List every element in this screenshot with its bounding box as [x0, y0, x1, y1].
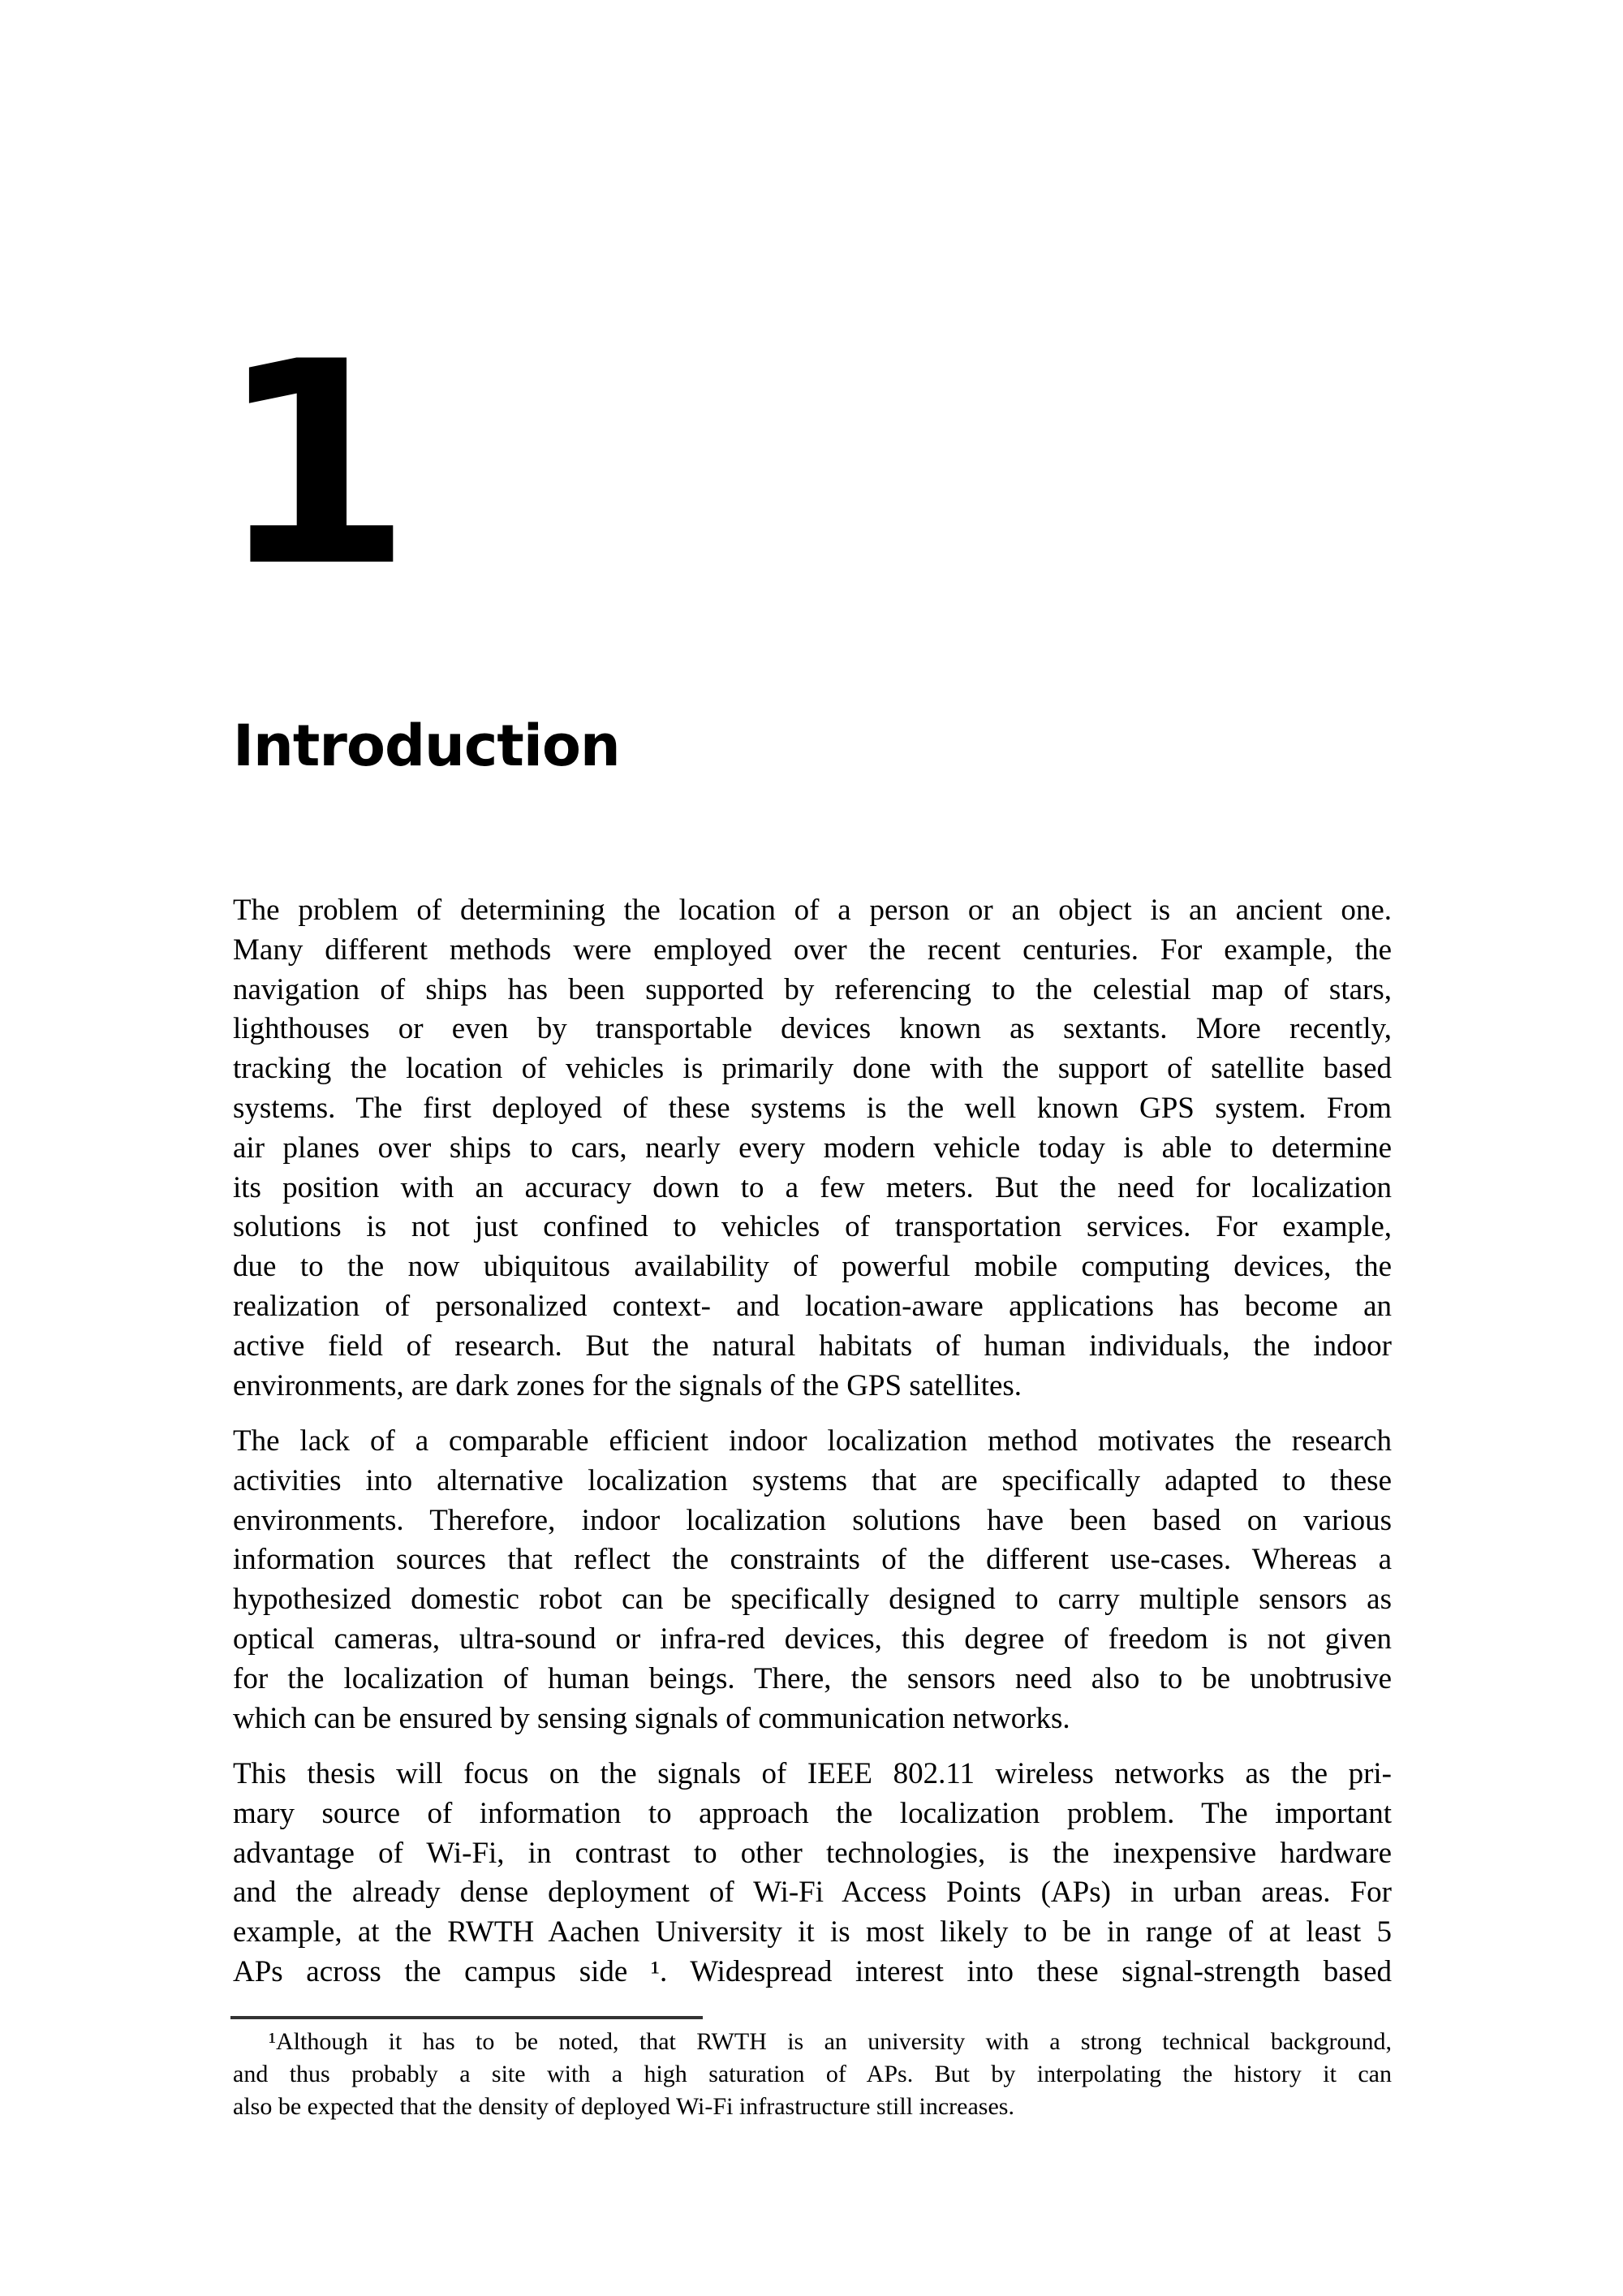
text-line: Many different methods were employed over the recent centuries. For example, the — [233, 933, 1392, 967]
paragraph-2 — [233, 1422, 1392, 1738]
text-line: APs across the campus side ¹. Widespread interest into these signal-strength based — [233, 1954, 1392, 1988]
text-line: and thus probably a site with a high saturation of APs. But by interpolating the history it can — [233, 2061, 1392, 2087]
text-line: information sources that reflect the constraints of the different use-cases. Whereas a — [233, 1543, 1392, 1577]
footnote — [233, 2026, 1392, 2123]
text-line: lighthouses or even by transportable devices known as sextants. More recently, — [233, 1012, 1392, 1046]
text-line: example, at the RWTH Aachen University it is most likely to be in range of at least 5 — [233, 1915, 1392, 1949]
text-line: environments. Therefore, indoor localization solutions have been based on various — [233, 1503, 1392, 1537]
chapter-title: Introduction — [233, 713, 620, 779]
text-line: tracking the location of vehicles is primarily done with the support of satellite based — [233, 1052, 1392, 1086]
chapter-number: 1 — [217, 303, 413, 628]
text-line: solutions is not just confined to vehicles of transportation services. For example, — [233, 1210, 1392, 1244]
paragraph-1 — [233, 891, 1392, 1406]
text-line: air planes over ships to cars, nearly every modern vehicle today is able to determine — [233, 1131, 1392, 1165]
text-line: mary source of information to approach the localization problem. The important — [233, 1796, 1392, 1830]
text-line: realization of personalized context- and location-aware applications has become an — [233, 1289, 1392, 1323]
footnote-divider — [230, 2016, 703, 2019]
text-line: The lack of a comparable efficient indoor localization method motivates the research — [233, 1424, 1392, 1458]
text-line: activities into alternative localization systems that are specifically adapted to these — [233, 1463, 1392, 1497]
text-line: which can be ensured by sensing signals of communication networks. — [233, 1701, 1070, 1735]
text-line: its position with an accuracy down to a few meters. But the need for localization — [233, 1170, 1392, 1204]
text-line: systems. The first deployed of these systems is the well known GPS system. From — [233, 1091, 1392, 1125]
text-line: The problem of determining the location of a person or an object is an ancient one. — [233, 894, 1392, 927]
text-line: for the localization of human beings. There, the sensors need also to be unobtrusive — [233, 1661, 1392, 1695]
text-line: also be expected that the density of deployed Wi-Fi infrastructure still increases. — [233, 2093, 1014, 2120]
text-line: hypothesized domestic robot can be specifically designed to carry multiple sensors as — [233, 1583, 1392, 1617]
text-line: ¹Although it has to be noted, that RWTH is an university with a strong technical background, — [269, 2028, 1392, 2055]
paragraph-3 — [233, 1755, 1392, 1992]
text-line: and the already dense deployment of Wi-Fi Access Points (APs) in urban areas. For — [233, 1876, 1392, 1910]
text-line: due to the now ubiquitous availability of powerful mobile computing devices, the — [233, 1250, 1392, 1284]
text-line: This thesis will focus on the signals of IEEE 802.11 wireless networks as the pri- — [233, 1757, 1392, 1790]
text-line: advantage of Wi-Fi, in contrast to other technologies, is the inexpensive hardware — [233, 1836, 1392, 1870]
text-line: navigation of ships has been supported by referencing to the celestial map of stars, — [233, 972, 1392, 1006]
text-line: optical cameras, ultra-sound or infra-red devices, this degree of freedom is not given — [233, 1622, 1392, 1656]
text-line: environments, are dark zones for the signals of the GPS satellites. — [233, 1368, 1022, 1402]
text-line: active field of research. But the natural habitats of human individuals, the indoor — [233, 1329, 1392, 1363]
